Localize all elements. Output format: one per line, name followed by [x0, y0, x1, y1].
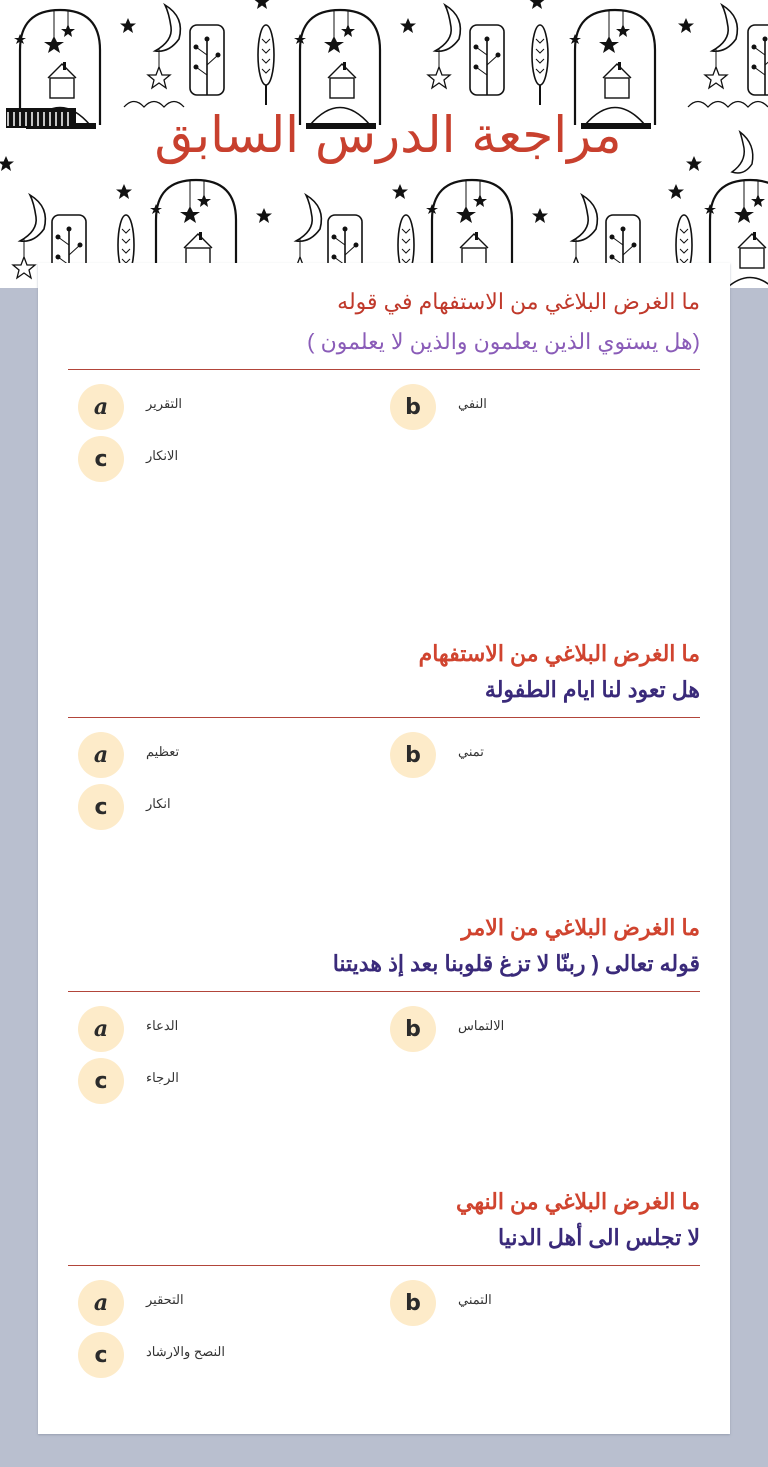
option-letter-badge: c	[78, 1058, 124, 1104]
option-label: التمني	[458, 1292, 492, 1307]
option-c[interactable]	[78, 436, 178, 482]
header-banner	[0, 0, 768, 288]
answer-options	[68, 1280, 700, 1390]
option-letter-badge: a	[78, 1006, 124, 1052]
question-text: هل تعود لنا ايام الطفولة	[484, 677, 700, 702]
option-letter-badge: a	[78, 732, 124, 778]
question-3	[68, 913, 700, 1116]
option-label: النفي	[458, 396, 487, 411]
divider	[68, 717, 700, 718]
option-label: التقرير	[146, 396, 183, 411]
option-label: انكار	[146, 796, 171, 811]
option-a[interactable]	[78, 384, 182, 430]
option-label: الرجاء	[146, 1070, 179, 1085]
option-letter-badge: b	[390, 384, 436, 430]
option-label: التحقير	[146, 1292, 184, 1307]
answer-options	[68, 384, 700, 494]
question-text: (هل يستوي الذين يعلمون والذين لا يعلمون )	[307, 329, 700, 354]
option-b[interactable]	[390, 732, 484, 778]
page-title: مراجعة الدرس السابق	[154, 106, 622, 164]
option-label: تعظيم	[146, 744, 180, 759]
option-a[interactable]	[78, 1006, 178, 1052]
option-b[interactable]	[390, 1006, 504, 1052]
option-label: النصح والارشاد	[146, 1344, 225, 1359]
divider	[68, 991, 700, 992]
option-c[interactable]	[78, 1058, 179, 1104]
option-label: تمني	[458, 744, 484, 759]
question-4	[68, 1187, 700, 1390]
option-label: الانكار	[146, 448, 179, 463]
question-2	[68, 639, 700, 842]
option-letter-badge: b	[390, 1280, 436, 1326]
question-heading: ما الغرض البلاغي من الامر	[461, 915, 700, 940]
option-letter-badge: c	[78, 784, 124, 830]
option-b[interactable]	[390, 1280, 492, 1326]
option-letter-badge: c	[78, 436, 124, 482]
quiz-card	[38, 263, 730, 1434]
option-letter-badge: c	[78, 1332, 124, 1378]
answer-options	[68, 1006, 700, 1116]
option-letter-badge: a	[78, 384, 124, 430]
option-b[interactable]	[390, 384, 487, 430]
divider	[68, 369, 700, 370]
option-c[interactable]	[78, 784, 171, 830]
option-label: الدعاء	[146, 1018, 179, 1033]
question-1	[68, 287, 700, 494]
question-heading: ما الغرض البلاغي من الاستفهام	[418, 641, 700, 666]
option-a[interactable]	[78, 1280, 184, 1326]
option-letter-badge: a	[78, 1280, 124, 1326]
answer-options	[68, 732, 700, 842]
option-c[interactable]	[78, 1332, 225, 1378]
option-letter-badge: b	[390, 1006, 436, 1052]
question-text: قوله تعالى ( ربنّا لا تزغ قلوبنا بعد إذ هديتنا	[332, 951, 700, 976]
option-a[interactable]	[78, 732, 179, 778]
divider	[68, 1265, 700, 1266]
option-label: الالتماس	[458, 1018, 505, 1033]
question-text: لا تجلس الى أهل الدنيا	[497, 1225, 700, 1250]
question-heading: ما الغرض البلاغي من الاستفهام في قوله	[337, 289, 700, 314]
question-heading: ما الغرض البلاغي من النهي	[456, 1189, 700, 1214]
option-letter-badge: b	[390, 732, 436, 778]
